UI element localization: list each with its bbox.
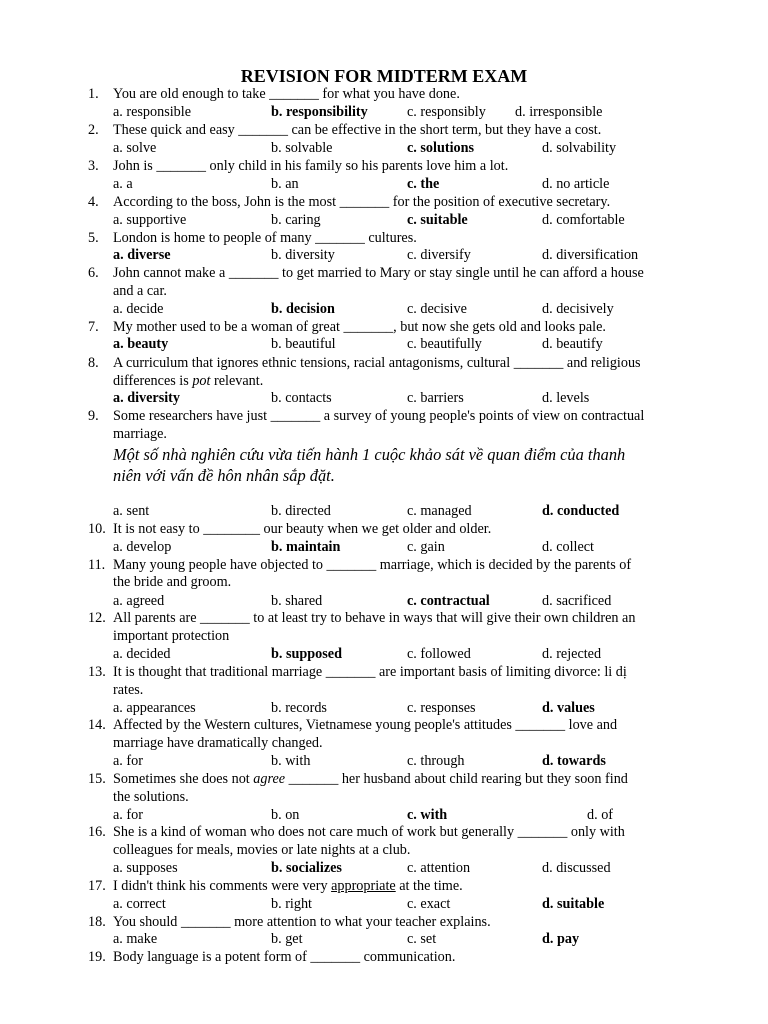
option-a: a. supposes — [113, 860, 178, 876]
question-text: important protection — [113, 628, 230, 644]
option-a: a. make — [113, 931, 158, 947]
options-4 — [113, 212, 713, 230]
option-c-answer: c. suitable — [407, 212, 468, 228]
question-text: She is a kind of woman who does not care much of work but generally _______ only with — [113, 824, 625, 840]
question-text: rates. — [113, 682, 144, 698]
option-b: b. right — [271, 896, 312, 912]
option-a: a. correct — [113, 896, 166, 912]
option-b: b. directed — [271, 503, 331, 519]
options-2 — [113, 140, 713, 158]
option-c: c. responses — [407, 700, 476, 716]
question-2 — [88, 122, 688, 140]
options-3 — [113, 176, 713, 194]
option-c: c. exact — [407, 896, 451, 912]
option-d-answer: d. suitable — [542, 896, 605, 912]
question-number: 14. — [88, 717, 106, 733]
options-8 — [113, 390, 713, 408]
question-12-cont — [88, 628, 688, 646]
options-16 — [113, 860, 713, 878]
question-text: relevant. — [210, 373, 264, 389]
question-text: at the time. — [395, 878, 463, 894]
option-d: d. rejected — [542, 646, 602, 662]
vietnamese-translation — [113, 444, 693, 486]
option-a-answer: a. diversity — [113, 390, 180, 406]
options-18 — [113, 931, 713, 949]
option-c-answer: c. solutions — [407, 140, 475, 156]
question-15 — [88, 771, 688, 789]
question-text: My mother used to be a woman of great _______, but now she gets old and looks pale. — [113, 319, 606, 335]
option-d: d. solvability — [542, 140, 617, 156]
option-b: b. beautiful — [271, 336, 336, 352]
option-c: c. barriers — [407, 390, 464, 406]
question-number: 5. — [88, 230, 99, 246]
question-9-cont — [88, 426, 688, 444]
option-a: a. for — [113, 753, 143, 769]
option-d-answer: d. conducted — [542, 503, 620, 519]
question-11-cont — [88, 574, 688, 592]
option-c: c. managed — [407, 503, 472, 519]
question-8-cont — [88, 373, 688, 391]
option-a: a. decide — [113, 301, 164, 317]
question-number: 17. — [88, 878, 106, 894]
question-15-cont — [88, 789, 688, 807]
question-14 — [88, 717, 688, 735]
option-a: a. appearances — [113, 700, 196, 716]
question-14-cont — [88, 735, 688, 753]
option-b-answer: b. decision — [271, 301, 335, 317]
option-d: d. irresponsible — [515, 104, 603, 120]
option-a: a. for — [113, 807, 143, 823]
option-d-answer: d. towards — [542, 753, 606, 769]
option-c: c. gain — [407, 539, 445, 555]
options-7 — [113, 336, 713, 354]
options-10 — [113, 539, 713, 557]
question-10 — [88, 521, 688, 539]
question-number: 8. — [88, 355, 99, 371]
question-text: A curriculum that ignores ethnic tensions, racial antagonisms, cultural _______ and religious — [113, 355, 641, 371]
option-a: a. solve — [113, 140, 157, 156]
option-c: c. responsibly — [407, 104, 486, 120]
option-c-answer: c. with — [407, 807, 448, 823]
question-text: All parents are _______ to at least try to behave in ways that will give their own children an — [113, 610, 636, 626]
option-a: a. decided — [113, 646, 171, 662]
question-number: 6. — [88, 265, 99, 281]
option-a-answer: a. diverse — [113, 247, 171, 263]
translation-line: niên với vấn đề hôn nhân sắp đặt. — [113, 466, 335, 485]
option-a: a. responsible — [113, 104, 192, 120]
option-d: d. of — [587, 807, 614, 823]
options-11 — [113, 593, 713, 611]
question-1 — [88, 86, 688, 104]
question-number: 2. — [88, 122, 99, 138]
question-19 — [88, 949, 688, 967]
options-9 — [113, 503, 713, 521]
option-c: c. attention — [407, 860, 471, 876]
question-13 — [88, 664, 688, 682]
option-d: d. decisively — [542, 301, 614, 317]
question-text: Some researchers have just _______ a survey of young people's points of view on contractual — [113, 408, 645, 424]
option-d: d. sacrificed — [542, 593, 612, 609]
italic-word: agree — [253, 771, 286, 787]
option-a: a. agreed — [113, 593, 165, 609]
underlined-word: appropriate — [331, 878, 396, 894]
question-number: 3. — [88, 158, 99, 174]
question-number: 16. — [88, 824, 106, 840]
option-c-answer: c. contractual — [407, 593, 490, 609]
option-b: b. shared — [271, 593, 323, 609]
question-18 — [88, 914, 688, 932]
question-text: John cannot make a _______ to get married to Mary or stay single until he can afford a house — [113, 265, 644, 281]
question-number: 12. — [88, 610, 106, 626]
option-b: b. on — [271, 807, 300, 823]
options-12 — [113, 646, 713, 664]
question-16 — [88, 824, 688, 842]
question-number: 10. — [88, 521, 106, 537]
question-13-cont — [88, 682, 688, 700]
options-6 — [113, 301, 713, 319]
option-a: a. develop — [113, 539, 172, 555]
question-number: 13. — [88, 664, 106, 680]
option-c: c. set — [407, 931, 437, 947]
question-text: John is _______ only child in his family so his parents love him a lot. — [113, 158, 509, 174]
option-d: d. levels — [542, 390, 590, 406]
question-text: Affected by the Western cultures, Vietnamese young people's attitudes _______ love and — [113, 717, 618, 733]
option-c: c. through — [407, 753, 465, 769]
question-number: 9. — [88, 408, 99, 424]
option-c: c. beautifully — [407, 336, 482, 352]
question-text: differences is — [113, 373, 193, 389]
question-text: the bride and groom. — [113, 574, 232, 590]
option-b: b. with — [271, 753, 311, 769]
question-4 — [88, 194, 688, 212]
question-number: 1. — [88, 86, 99, 102]
options-17 — [113, 896, 713, 914]
option-c-answer: c. the — [407, 176, 440, 192]
question-number: 15. — [88, 771, 106, 787]
question-number: 18. — [88, 914, 106, 930]
question-9 — [88, 408, 688, 426]
question-text: Many young people have objected to _______ marriage, which is decided by the parents of — [113, 557, 632, 573]
option-d: d. collect — [542, 539, 594, 555]
question-text: You are old enough to take _______ for what you have done. — [113, 86, 460, 102]
question-number: 4. — [88, 194, 99, 210]
option-b: b. records — [271, 700, 327, 716]
question-8 — [88, 355, 688, 373]
italic-word: pot — [192, 373, 211, 389]
question-17 — [88, 878, 688, 896]
question-6 — [88, 265, 688, 283]
question-number: 7. — [88, 319, 99, 335]
options-13 — [113, 700, 713, 718]
question-text: You should _______ more attention to what your teacher explains. — [113, 914, 491, 930]
question-text: Sometimes she does not — [113, 771, 254, 787]
question-11 — [88, 557, 688, 575]
question-12 — [88, 610, 688, 628]
question-16-cont — [88, 842, 688, 860]
question-7 — [88, 319, 688, 337]
option-d: d. no article — [542, 176, 610, 192]
question-text: Body language is a potent form of _______ communication. — [113, 949, 456, 965]
question-text: _______ her husband about child rearing but they soon find — [285, 771, 628, 787]
option-a: a. sent — [113, 503, 150, 519]
question-text: It is thought that traditional marriage _______ are important basis of limiting divorce: li dị — [113, 664, 627, 680]
option-b: b. contacts — [271, 390, 332, 406]
question-text: It is not easy to ________ our beauty when we get older and older. — [113, 521, 492, 537]
option-c: c. followed — [407, 646, 471, 662]
page-title: REVISION FOR MIDTERM EXAM — [240, 66, 528, 86]
option-b: b. an — [271, 176, 299, 192]
option-d: d. comfortable — [542, 212, 625, 228]
question-text: According to the boss, John is the most _______ for the position of executive secretary. — [113, 194, 611, 210]
question-text: colleagues for meals, movies or late nights at a club. — [113, 842, 411, 858]
question-text: and a car. — [113, 283, 167, 299]
question-text: London is home to people of many _______ cultures. — [113, 230, 417, 246]
option-d: d. beautify — [542, 336, 603, 352]
option-b: b. diversity — [271, 247, 335, 263]
option-b-answer: b. supposed — [271, 646, 342, 662]
option-c: c. diversify — [407, 247, 471, 263]
option-b: b. get — [271, 931, 303, 947]
option-b-answer: b. maintain — [271, 539, 341, 555]
options-15 — [113, 807, 713, 825]
option-b: b. caring — [271, 212, 321, 228]
option-c: c. decisive — [407, 301, 467, 317]
option-d-answer: d. pay — [542, 931, 580, 947]
question-text: marriage have dramatically changed. — [113, 735, 323, 751]
option-d-answer: d. values — [542, 700, 595, 716]
options-5 — [113, 247, 713, 265]
question-number: 11. — [88, 557, 106, 573]
question-text: the solutions. — [113, 789, 189, 805]
question-text: These quick and easy _______ can be effective in the short term, but they have a cost. — [113, 122, 602, 138]
option-b: b. solvable — [271, 140, 333, 156]
options-1 — [113, 104, 713, 122]
option-a: a. supportive — [113, 212, 187, 228]
option-a: a. a — [113, 176, 133, 192]
question-6-cont — [88, 283, 688, 301]
question-text: I didn't think his comments were very — [113, 878, 332, 894]
question-3 — [88, 158, 688, 176]
question-5 — [88, 230, 688, 248]
option-d: d. discussed — [542, 860, 611, 876]
option-b-answer: b. socializes — [271, 860, 342, 876]
options-14 — [113, 753, 713, 771]
question-text: marriage. — [113, 426, 167, 442]
option-d: d. diversification — [542, 247, 639, 263]
option-b-answer: b. responsibility — [271, 104, 368, 120]
option-a-answer: a. beauty — [113, 336, 169, 352]
question-number: 19. — [88, 949, 106, 965]
translation-line: Một số nhà nghiên cứu vừa tiến hành 1 cuộc khảo sát về quan điểm của thanh — [113, 445, 626, 464]
